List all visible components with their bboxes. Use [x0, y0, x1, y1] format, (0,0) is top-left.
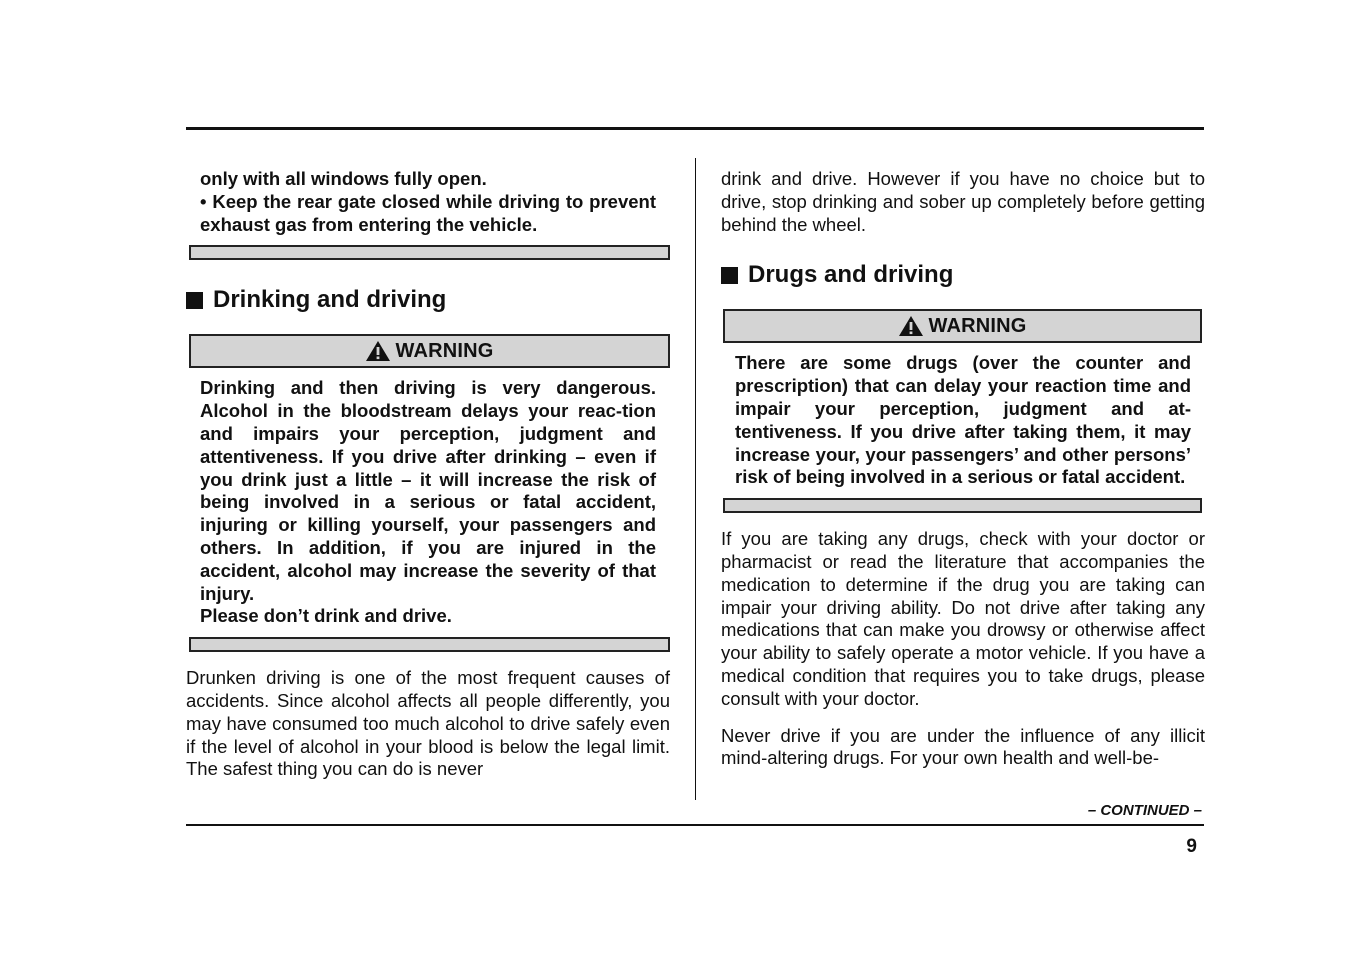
heading-text: Drugs and driving	[748, 261, 954, 289]
warning-end-bar	[189, 245, 670, 260]
heading-text: Drinking and driving	[213, 286, 447, 314]
column-divider	[695, 158, 696, 800]
warning-triangle-icon	[365, 340, 391, 362]
warning-triangle-icon	[898, 315, 924, 337]
intro-line-2: • Keep the rear gate closed while driving to prevent exhaust gas from entering the vehicle.	[200, 190, 656, 235]
drugs-paragraph-1: If you are taking any drugs, check with your doctor or pharmacist or read the literature that accompanies the medication to determine if the drug you are taking can impair your driving ability. Do not drive after taking any medications that can make you drowsy or otherwise affect your ability to safely operate a motor vehicle. If you have a medical condition that requires you to take drugs, please consult with your doctor.	[721, 528, 1205, 709]
intro-line-1: only with all windows fully open.	[200, 168, 487, 189]
warning-label: WARNING	[928, 314, 1027, 337]
warning-end-bar	[189, 637, 670, 652]
left-column	[186, 168, 670, 781]
page-number: 9	[1186, 836, 1197, 857]
drugs-paragraph-2: Never drive if you are under the influence of any illicit mind-altering drugs. For your own health and well-be-	[721, 724, 1205, 769]
right-column	[721, 168, 1205, 770]
warning-body	[186, 368, 670, 628]
bottom-rule	[186, 824, 1204, 826]
black-square-icon	[721, 267, 738, 284]
warning-header	[723, 309, 1202, 343]
section-heading-drugs	[721, 261, 1205, 289]
top-rule	[186, 127, 1204, 130]
drunken-driving-paragraph: Drunken driving is one of the most frequent causes of accidents. Since alcohol affects all people differently, you may have consumed too much alcohol to drive safely even if the level of alcohol in your blood is below the legal limit. The safest thing you can do is never	[186, 667, 670, 780]
warning-closing: Please don’t drink and drive.	[200, 605, 452, 627]
section-heading-drinking	[186, 286, 670, 314]
warning-text: There are some drugs (over the counter and prescription) that can delay your reaction time and impair your perception, judgment and at-tentiveness. If you drive after taking them, it may increase your, your passengers’ and other persons’ risk of being involved in a serious or fatal accident.	[735, 352, 1191, 488]
warning-text: Drinking and then driving is very dangerous. Alcohol in the bloodstream delays your reac-tion and impairs your perception, judgment and attentiveness. If you drive after drinking – even if you drink just a little – it will increase the risk of being involved in a serious or fatal accident, injuring or killing yourself, your passengers and others. In addition, if you are injured in the accident, alcohol may increase the severity of that injury.	[200, 377, 656, 604]
black-square-icon	[186, 292, 203, 309]
continuation-paragraph: drink and drive. However if you have no choice but to drive, stop drinking and sober up completely before getting behind the wheel.	[721, 168, 1205, 235]
intro-block	[186, 168, 670, 236]
warning-end-bar	[723, 498, 1202, 513]
warning-header	[189, 334, 670, 368]
warning-label: WARNING	[395, 339, 494, 362]
warning-body	[721, 343, 1205, 489]
continued-label: – CONTINUED –	[1087, 802, 1202, 819]
